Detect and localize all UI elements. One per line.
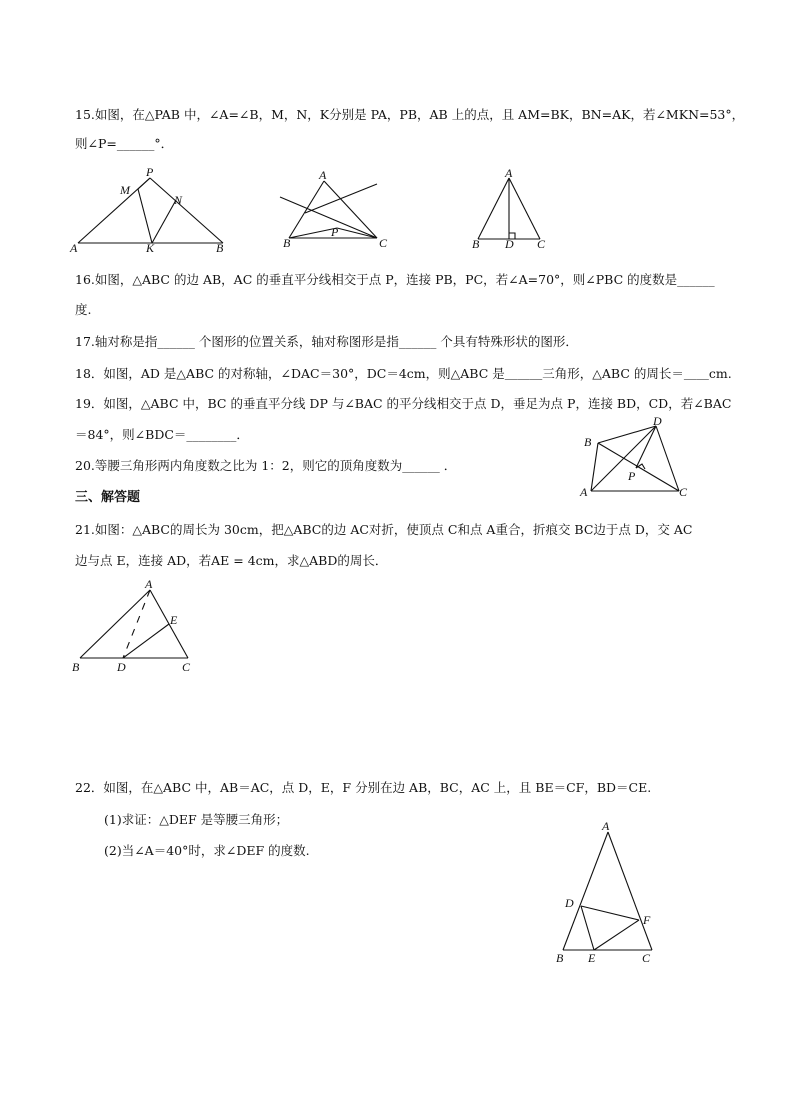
q21-label-a: A (145, 577, 153, 591)
q21-label-e: E (170, 613, 178, 627)
q15-text-line1: 15.如图，在△PAB 中，∠A=∠B，M，N，K分别是 PA，PB，AB 上的点，且 AM=BK，BN=AK，若∠MKN=53°， (75, 107, 745, 122)
q19-label-p: P (628, 469, 636, 483)
q17-text: 17.轴对称是指______ 个图形的位置关系，轴对称图形是指______ 个具有特殊形状的图形． (75, 334, 578, 349)
q19-label-c: C (679, 485, 688, 499)
q22-label-b: B (556, 951, 564, 965)
q19-label-d: D (653, 414, 662, 428)
q15-figure-bisectors-p (275, 168, 390, 252)
q19-label-a: A (580, 485, 588, 499)
section-heading-answers: 三、解答题 (75, 490, 141, 505)
q16-text-line2: 度. (75, 302, 92, 317)
fig3-label-a: A (505, 166, 513, 180)
q22-label-f: F (643, 913, 651, 927)
fig1-label-b: B (216, 241, 224, 255)
fig2-label-c: C (379, 236, 388, 250)
q21-text-line1: 21.如图：△ABC的周长为 30cm，把△ABC的边 AC对折，使顶点 C和点 A重合，折痕交 BC边于点 D，交 AC (75, 522, 693, 537)
fig1-label-a: A (70, 241, 78, 255)
fig3-label-b: B (472, 237, 480, 251)
q15-figure-triangle-pab (70, 165, 240, 255)
q22-part2: (2)当∠A＝40°时，求∠DEF 的度数. (104, 843, 310, 858)
q21-label-d: D (117, 660, 126, 674)
q19-text-line2: ＝84°，则∠BDC＝________． (75, 427, 249, 442)
q22-part1: (1)求证：△DEF 是等腰三角形； (104, 812, 289, 827)
fig2-label-p: P (331, 225, 339, 239)
q21-label-c: C (182, 660, 191, 674)
q22-label-c: C (642, 951, 651, 965)
fig2-label-a: A (319, 168, 327, 182)
q16-text-line1: 16.如图，△ABC 的边 AB，AC 的垂直平分线相交于点 P，连接 PB，PC，若∠A=70°，则∠PBC 的度数是______ (75, 272, 715, 287)
fig1-label-k: K (146, 241, 155, 255)
q20-text: 20.等腰三角形两内角度数之比为 1：2，则它的顶角度数为______ ． (75, 458, 457, 473)
fig1-label-p: P (146, 165, 154, 179)
fig1-label-m: M (120, 183, 130, 197)
q22-label-e: E (588, 951, 596, 965)
q15-figure-isosceles-ad (468, 168, 553, 253)
fig2-label-b: B (283, 236, 291, 250)
q22-figure (552, 816, 667, 966)
q19-text-line1: 19．如图，△ABC 中，BC 的垂直平分线 DP 与∠BAC 的平分线相交于点 D，垂足为点 P，连接 BD，CD，若∠BAC (75, 396, 732, 411)
q15-text-line2: 则∠P=______°． (75, 136, 174, 151)
q21-text-line2: 边与点 E，连接 AD，若AE = 4cm，求△ABD的周长． (75, 553, 388, 568)
q22-label-a: A (602, 819, 610, 833)
q21-label-b: B (72, 660, 80, 674)
q19-label-b: B (584, 435, 592, 449)
fig3-label-d: D (505, 237, 514, 251)
q22-label-d: D (565, 896, 574, 910)
q18-text: 18．如图，AD 是△ABC 的对称轴，∠DAC＝30°，DC＝4cm，则△ABC 是＿＿＿三角形，△ABC 的周长＝＿＿cm. (75, 366, 732, 381)
q19-figure (576, 414, 696, 500)
q21-figure (68, 576, 198, 676)
fig1-label-n: N (174, 193, 183, 207)
fig3-label-c: C (537, 237, 546, 251)
q22-text-line1: 22．如图，在△ABC 中，AB＝AC，点 D，E，F 分别在边 AB，BC，AC 上，且 BE＝CF，BD＝CE. (75, 780, 652, 795)
